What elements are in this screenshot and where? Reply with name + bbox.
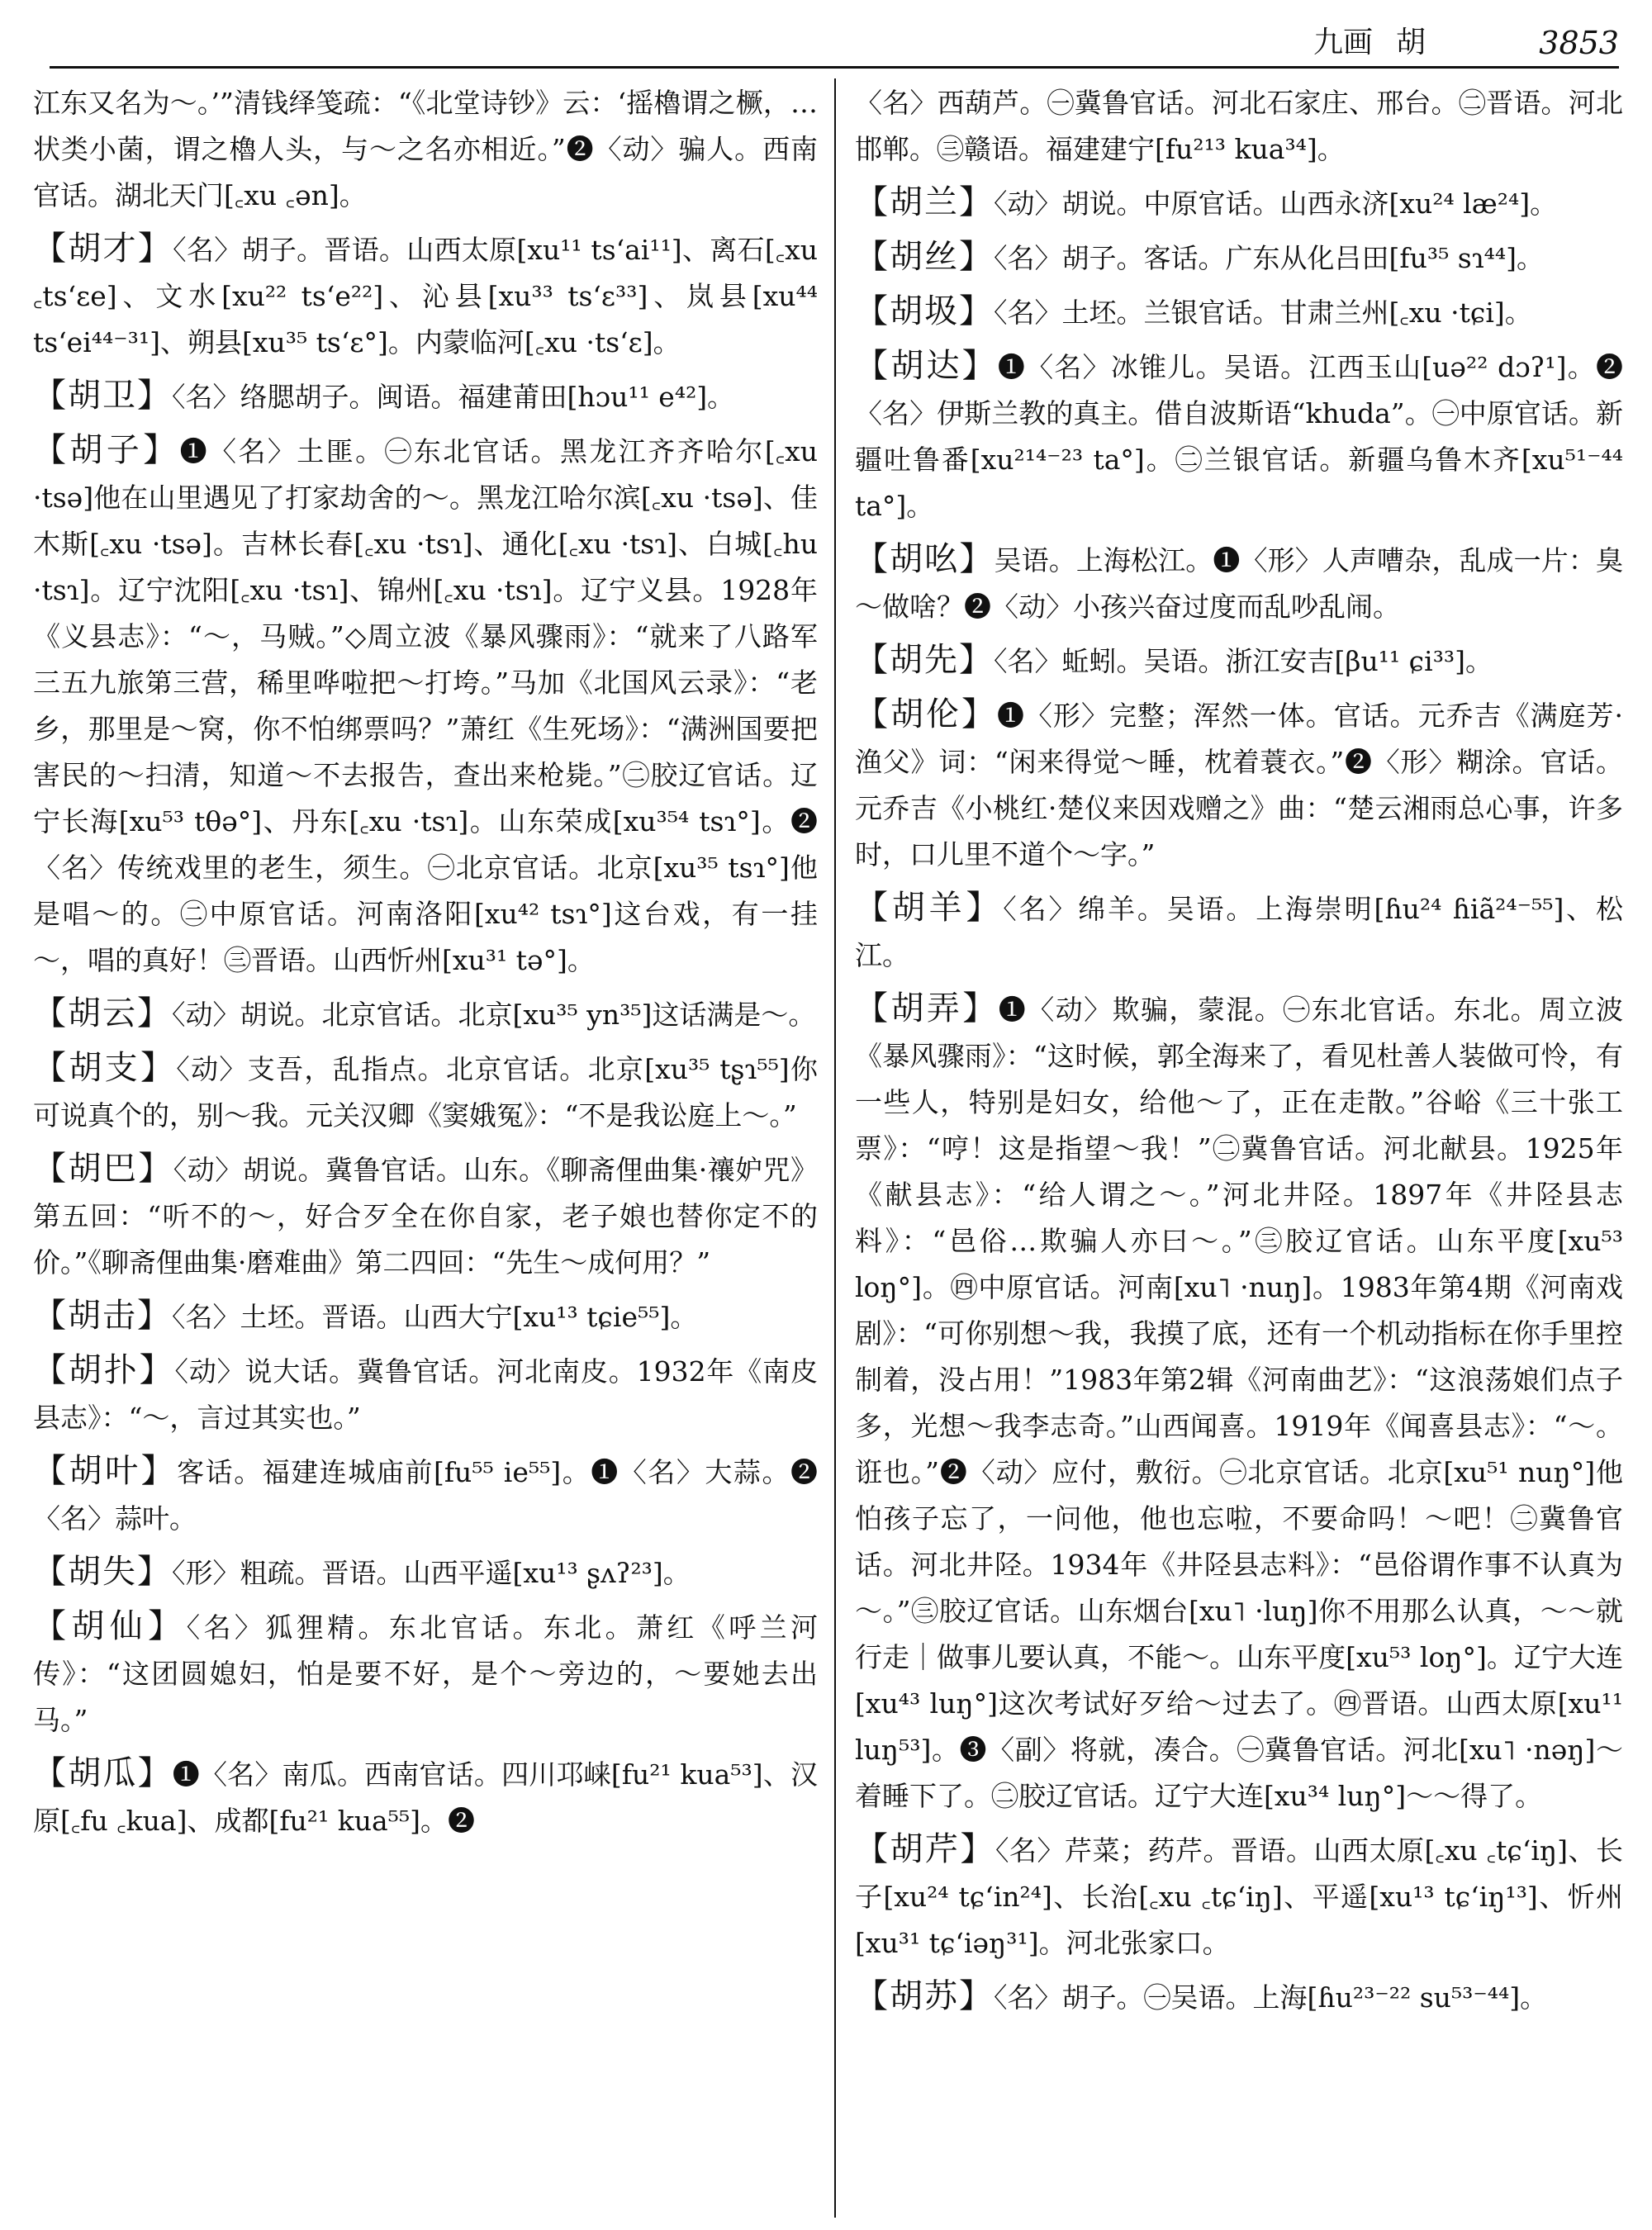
entry <box>855 343 1623 529</box>
entry <box>33 225 818 366</box>
entry-text: 〈动〉胡说。中原官话。山西永济[xu²⁴ læ²⁴]。 <box>994 187 1558 220</box>
column-divider <box>834 78 836 2218</box>
entry-text: 〈名〉狐狸精。东北官话。东北。萧红《呼兰河传》：“这团圆媳妇，怕是要不好，是个～旁边的，～要她去出马。” <box>33 1611 818 1736</box>
entry-text: ❶〈名〉冰锥儿。吴语。江西玉山[uə²² dɔʔ¹]。❷〈名〉伊斯兰教的真主。借自波斯语“khuda”。㊀中原官话。新疆吐鲁番[xu²¹⁴⁻²³ ta°]。㊁兰银官话。新疆乌鲁木齐[xu⁵¹⁻⁴⁴ ta°]。 <box>855 351 1623 522</box>
entry-headword: 【胡支】 <box>33 1049 177 1087</box>
entry <box>33 1750 818 1844</box>
entry <box>33 427 818 984</box>
entry <box>855 288 1623 336</box>
section-label: 九画 <box>1313 26 1374 59</box>
entry-headword: 【胡扑】 <box>33 1351 175 1389</box>
entry <box>855 691 1623 878</box>
entry <box>33 1603 818 1744</box>
entry-text: 〈动〉胡说。冀鲁官话。山东。《聊斋俚曲集·禳妒咒》第五回：“听不的～，好合歹全在你自家，老子娘也替你定不的价。”《聊斋俚曲集·磨难曲》第二四回：“先生～成何用？” <box>33 1154 818 1279</box>
entry-headword: 【胡叶】 <box>33 1452 178 1490</box>
entry-text: 〈名〉芹菜；药芹。晋语。山西太原[꜀xu ꜀tɕ‘iŋ]、长子[xu²⁴ tɕ‘in²⁴]、长治[꜀xu ꜀tɕ‘iŋ]、平遥[xu¹³ tɕ‘iŋ¹³]、忻州[xu³¹ tɕ‘iəŋ³¹]。河北张家口。 <box>855 1834 1623 1959</box>
entry-text: 江东又名为～。’”清钱绎笺疏：“《北堂诗钞》云：‘摇櫓谓之橛，…状类小菌，谓之櫓人头，与～之名亦相近。”❷〈动〉骗人。西南官话。湖北天门[꜀xu ꜀ən]。 <box>33 87 818 211</box>
header-character: 胡 <box>1396 26 1427 59</box>
entry-text: ❶〈形〉完整；浑然一体。官话。元乔吉《满庭芳·渔父》词：“闲来得觉～睡，枕着蓑衣。”❷〈形〉糊涂。官话。元乔吉《小桃红·楚仪来因戏赠之》曲：“楚云湘雨总心事，许多时，口儿里不道个～字。” <box>855 700 1623 871</box>
entry-text: ❶〈动〉欺骗，蒙混。㊀东北官话。东北。周立波《暴风骤雨》：“这时候，郭全海来了，看见杜善人装做可怜，有一些人，特别是妇女，给他～了，正在走散。”谷峪《三十张工票》：“哼！这是指望～我！”㊁冀鲁官话。河北献县。1925年《献县志》：“给人谓之～。”河北井陉。1897年《井陉县志料》：“邑俗…欺骗人亦曰～。”㊂胶辽官话。山东平度[xu⁵³ loŋ°]。㊃中原官话。河南[xu˥ ·nuŋ]。1983年第4期《河南戏剧》：“可你别想～我，我摸了底，还有一个机动指标在你手里控制着，没占用！”1983年第2辑《河南曲艺》：“这浪荡娘们点子多，光想～我李志奇。”山西闻喜。1919年《闻喜县志》：“～。诳也。”❷〈动〉应付，敷衍。㊀北京官话。北京[xu⁵¹ nuŋ°]他怕孩子忘了，一问他，他也忘啦，不要命吗！～吧！㊁冀鲁官话。河北井陉。1934年《井陉县志料》：“邑俗谓作事不认真为～。”㊂胶辽官话。山东烟台[xu˥ ·luŋ]你不用那么认真，～～就行走｜做事儿要认真，不能～。山东平度[xu⁵³ loŋ°]。辽宁大连[xu⁴³ luŋ°]这次考试好歹给～过去了。㊃晋语。山西太原[xu¹¹ luŋ⁵³]。❸〈副〉将就，凑合。㊀冀鲁官话。河北[xu˥ ·nəŋ]～着睡下了。㊁胶辽官话。辽宁大连[xu³⁴ luŋ°]～～得了。 <box>855 994 1623 1812</box>
left-column <box>33 78 818 2222</box>
entry-headword: 【胡圾】 <box>855 292 994 330</box>
entry-text: 吴语。上海松江。❶〈形〉人声嘈杂，乱成一片：臭～做啥？❷〈动〉小孩兴奋过度而乱吵乱闹。 <box>855 544 1623 623</box>
entry-text: 〈名〉西葫芦。㊀冀鲁官话。河北石家庄、邢台。㊁晋语。河北邯郸。㊂赣语。福建建宁[fu²¹³ kua³⁴]。 <box>855 87 1623 165</box>
entry-headword: 【胡吆】 <box>855 540 995 578</box>
entry-text: 〈名〉胡子。㊀吴语。上海[ɦu²³⁻²² su⁵³⁻⁴⁴]。 <box>994 1981 1548 2014</box>
entry <box>855 885 1623 979</box>
entry <box>33 1045 818 1139</box>
entry-text: 〈动〉胡说。北京官话。北京[xu³⁵ yn³⁵]这话满是～。 <box>172 999 816 1031</box>
entry <box>33 1549 818 1597</box>
entry-text: 〈动〉支吾，乱指点。北京官话。北京[xu³⁵ tʂɿ⁵⁵]你可说真个的，别～我。元关汉卿《窦娥冤》：“不是我讼庭上～。” <box>33 1053 818 1132</box>
entry-text: 〈名〉胡子。客话。广东从化吕田[fu³⁵ sɿ⁴⁴]。 <box>994 242 1544 274</box>
entry-text: 〈名〉络腮胡子。闽语。福建莆田[hɔu¹¹ e⁴²]。 <box>172 381 735 413</box>
entry-headword: 【胡仙】 <box>33 1607 187 1645</box>
entry-headword: 【胡失】 <box>33 1553 172 1591</box>
entry-text: 〈形〉粗疏。晋语。山西平遥[xu¹³ ʂʌʔ²³]。 <box>172 1557 691 1589</box>
entry <box>33 372 818 420</box>
entry-headword: 【胡巴】 <box>33 1150 173 1188</box>
entry-text: 〈名〉蚯蚓。吴语。浙江安吉[βu¹¹ ɕi³³]。 <box>994 645 1493 677</box>
entry <box>855 78 1623 173</box>
entry-headword: 【胡子】 <box>33 431 180 469</box>
entry-text: 〈名〉胡子。晋语。山西太原[xu¹¹ ts‘ai¹¹]、离石[꜀xu ꜀ts‘εe]、文水[xu²² ts‘e²²]、沁县[xu³³ ts‘ε³³]、岚县[xu⁴⁴ ts‘ei⁴⁴⁻³¹]、朔县[xu³⁵ ts‘ε°]。内蒙临河[꜀xu ·ts‘ε]。 <box>33 234 818 358</box>
page-number: 3853 <box>1539 25 1619 61</box>
entry-text: ❶〈名〉土匪。㊀东北官话。黑龙江齐齐哈尔[꜀xu ·tsə]他在山里遇见了打家劫舍的～。黑龙江哈尔滨[꜀xu ·tsə]、佳木斯[꜀xu ·tsə]。吉林长春[꜀xu ·tsɿ]、通化[꜀xu ·tsɿ]、白城[꜀hu ·tsɿ]。辽宁沈阳[꜀xu ·tsɿ]、锦州[꜀xu ·tsɿ]。辽宁义县。1928年《义县志》：“～，马贼。”◇周立波《暴风骤雨》：“就来了八路军三五九旅第三营，稀里哗啦把～打垮。”马加《北国风云录》：“老乡，那里是～窝，你不怕绑票吗？”萧红《生死场》：“满洲国要把害民的～扫清，知道～不去报告，查出来枪毙。”㊁胶辽官话。辽宁长海[xu⁵³ tθə°]、丹东[꜀xu ·tsɿ]。山东荣成[xu³⁵⁴ tsɿ°]。❷〈名〉传统戏里的老生，须生。㊀北京官话。北京[xu³⁵ tsɿ°]他是唱～的。㊁中原官话。河南洛阳[xu⁴² tsɿ°]这台戏，有一挂～，唱的真好！㊂晋语。山西忻州[xu³¹ tə°]。 <box>33 435 818 976</box>
entry-text: ❶〈名〉南瓜。西南官话。四川邛崃[fu²¹ kua⁵³]、汉原[꜀fu ꜀kua]、成都[fu²¹ kua⁵⁵]。❷ <box>33 1758 818 1837</box>
entry <box>33 1146 818 1286</box>
entry-headword: 【胡卫】 <box>33 377 172 415</box>
entry-headword: 【胡丝】 <box>855 238 994 276</box>
entry-text: 〈名〉土坯。晋语。山西大宁[xu¹³ tɕie⁵⁵]。 <box>172 1301 698 1333</box>
entry-headword: 【胡达】 <box>855 347 998 385</box>
entry-text: 〈动〉说大话。冀鲁官话。河北南皮。1932年《南皮县志》：“～，言过其实也。” <box>33 1355 818 1434</box>
entry-headword: 【胡伦】 <box>855 695 997 733</box>
entry <box>855 637 1623 685</box>
header-rule <box>50 66 1619 69</box>
entry-text: 客话。福建连城庙前[fu⁵⁵ ie⁵⁵]。❶〈名〉大蒜。❷〈名〉蒜叶。 <box>33 1456 818 1535</box>
right-column <box>855 78 1623 2222</box>
entry <box>855 179 1623 227</box>
entry-headword: 【胡击】 <box>33 1297 172 1335</box>
entry-headword: 【胡兰】 <box>855 183 994 221</box>
entry-headword: 【胡才】 <box>33 230 173 268</box>
entry-headword: 【胡瓜】 <box>33 1754 173 1792</box>
entry-headword: 【胡羊】 <box>855 889 1004 927</box>
entry-headword: 【胡弄】 <box>855 989 999 1027</box>
entry-headword: 【胡芹】 <box>855 1830 996 1868</box>
entry <box>855 1973 1623 2021</box>
entry-headword: 【胡先】 <box>855 641 994 679</box>
entry <box>855 985 1623 1820</box>
entry <box>33 990 818 1038</box>
entry-headword: 【胡云】 <box>33 994 172 1032</box>
entry <box>33 1347 818 1441</box>
entry-text: 〈名〉绵羊。吴语。上海崇明[ɦu²⁴ ɦiã²⁴⁻⁵⁵]、松江。 <box>855 893 1623 971</box>
entry <box>855 536 1623 630</box>
entry-text: 〈名〉土坯。兰银官话。甘肃兰州[꜀xu ·tɕi]。 <box>994 297 1532 329</box>
entry-headword: 【胡苏】 <box>855 1977 994 2015</box>
entry <box>33 1448 818 1542</box>
running-header <box>1313 20 1619 61</box>
entry <box>855 1826 1623 1967</box>
entry <box>855 234 1623 282</box>
entry <box>33 78 818 219</box>
entry <box>33 1293 818 1340</box>
